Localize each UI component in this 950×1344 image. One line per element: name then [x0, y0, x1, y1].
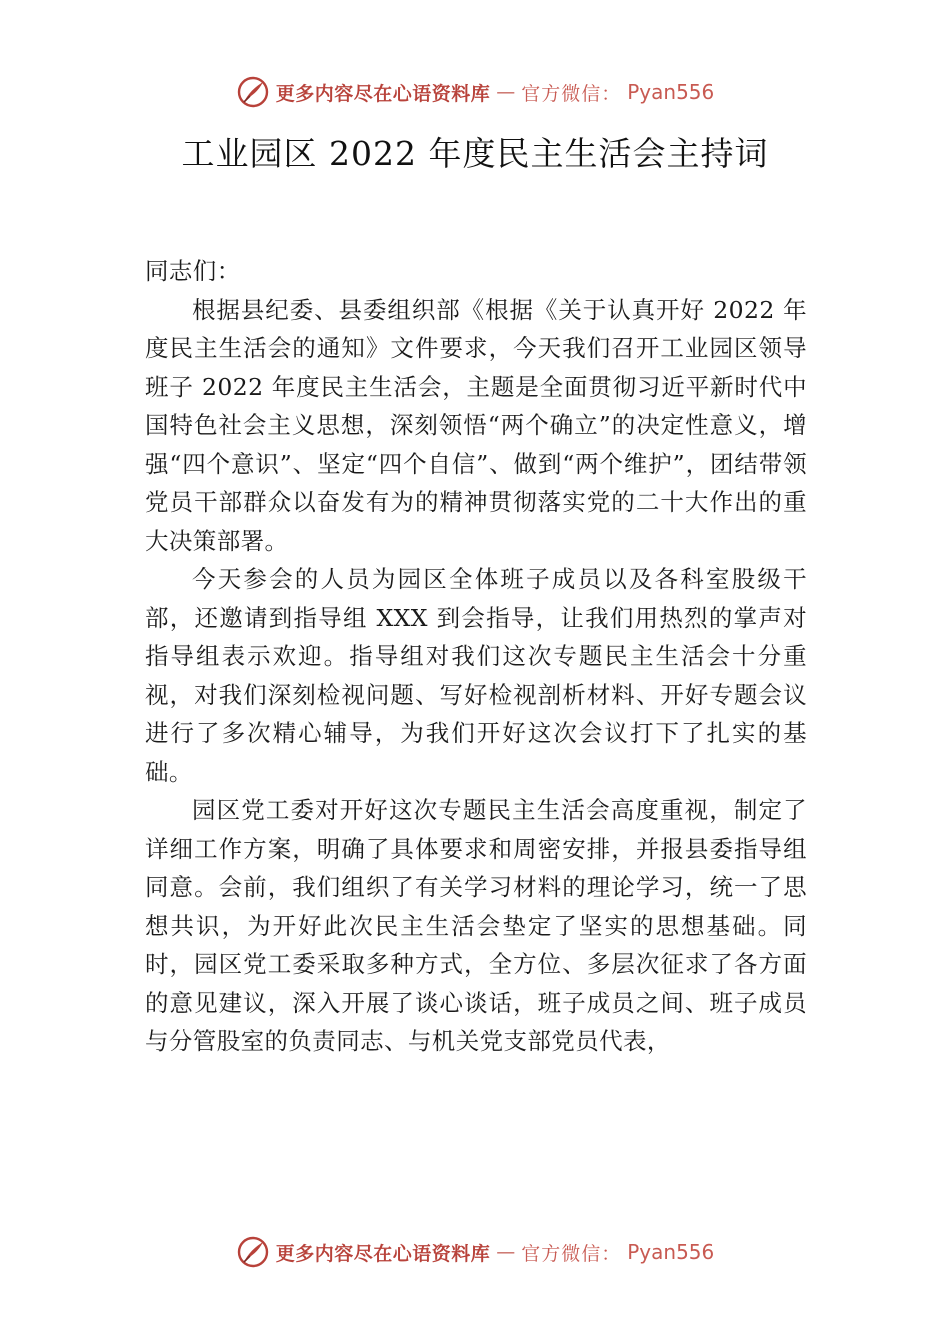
salutation: 同志们：: [145, 257, 241, 285]
banner-wechat-id: Pyan556: [627, 80, 715, 104]
paragraph: 根据县纪委、县委组织部《根据《关于认真开好 2022 年度民主生活会的通知》文件要求，今天我们召开工业园区领导班子 2022 年度民主生活会，主题是全面贯彻习近平新时代中国特色社会主义思想，深刻领悟“两个确立”的决定性意义，增强“四个意识”、坚定“四个自信”、做到“两个维护”，团结带领党员干部群众以奋发有为的精神贯彻落实党的二十大作出的重大决策部署。: [145, 295, 807, 555]
banner-slogan: 更多内容尽在心语资料库: [275, 1242, 491, 1265]
bottom-banner: [0, 1232, 950, 1272]
banner-wechat-id: Pyan556: [627, 1240, 715, 1264]
paragraph: 今天参会的人员为园区全体班子成员以及各科室股级干部，还邀请到指导组 XXX 到会指导，让我们用热烈的掌声对指导组表示欢迎。指导组对我们这次专题民主生活会十分重视，对我们深刻检视问题、写好检视剖析材料、开好专题会议进行了多次精心辅导，为我们开好这次会议打下了扎实的基础。: [145, 565, 807, 786]
banner-dash: —: [496, 1241, 516, 1263]
document-body: [145, 252, 807, 1061]
top-banner: [0, 72, 950, 112]
quill-circle-icon: [236, 1235, 270, 1269]
banner-dash: —: [496, 81, 516, 103]
paragraph: 园区党工委对开好这次专题民主生活会高度重视，制定了详细工作方案，明确了具体要求和周密安排，并报县委指导组同意。会前，我们组织了有关学习材料的理论学习，统一了思想共识，为开好此次民主生活会垫定了坚实的思想基础。同时，园区党工委采取多种方式，全方位、多层次征求了各方面的意见建议，深入开展了谈心谈话，班子成员之间、班子成员与分管股室的负责同志、与机关党支部党员代表，: [145, 796, 807, 1055]
banner-wechat-label: 官方微信：: [521, 1242, 622, 1265]
document-title: 工业园区 2022 年度民主生活会主持词: [181, 134, 769, 173]
quill-circle-icon: [236, 75, 270, 109]
banner-slogan: 更多内容尽在心语资料库: [275, 82, 491, 105]
banner-wechat-label: 官方微信：: [521, 82, 622, 105]
